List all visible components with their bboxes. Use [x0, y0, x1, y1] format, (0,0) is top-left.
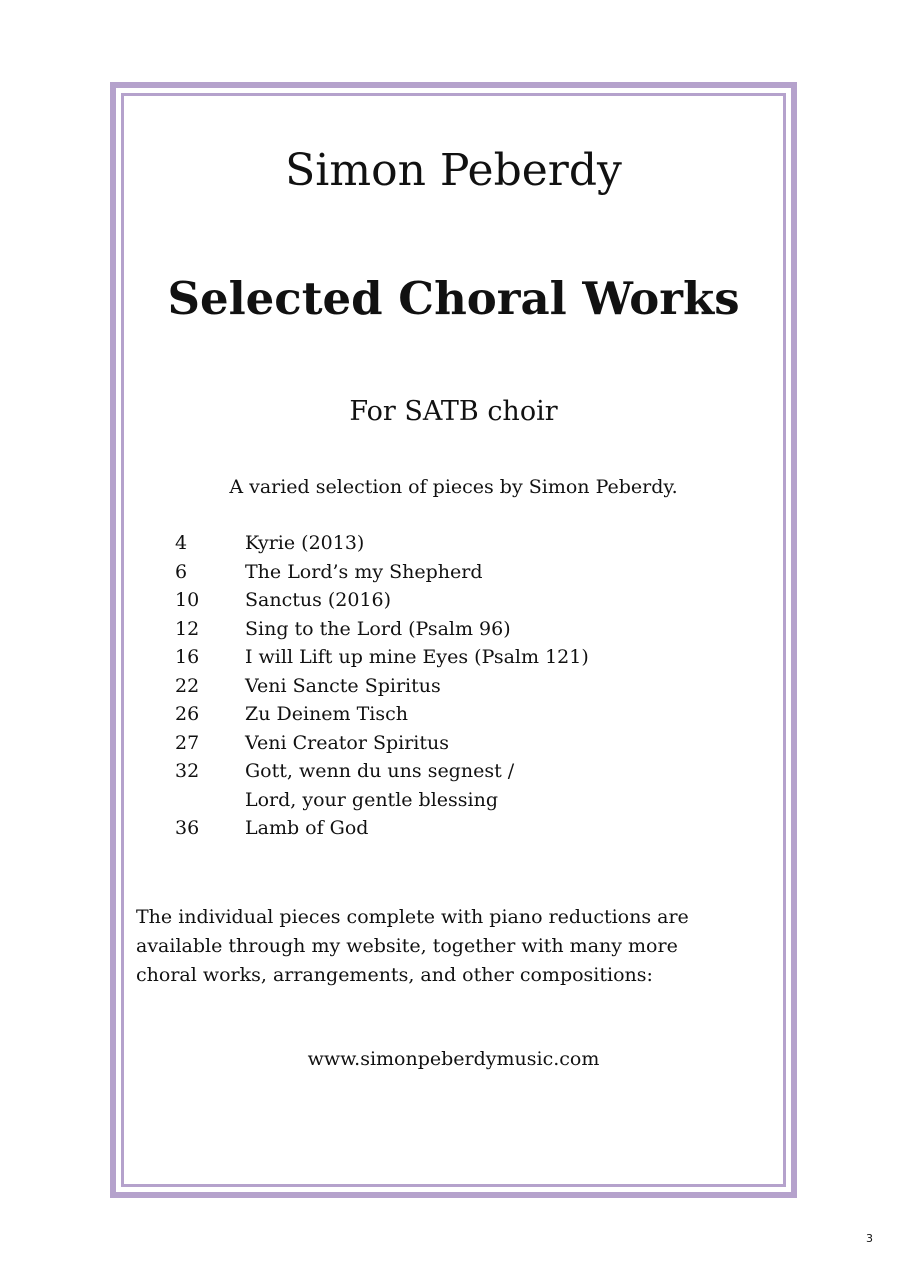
contents-piece-title: Sing to the Lord (Psalm 96) — [245, 617, 511, 640]
page-number: 3 — [866, 1232, 873, 1245]
contents-piece-title: Kyrie (2013) — [245, 532, 365, 554]
note-line: choral works, arrangements, and other compositions: — [136, 964, 653, 986]
contents-page-number: 10 — [175, 589, 200, 611]
contents-row — [175, 558, 589, 587]
contents-page-number: 22 — [175, 674, 200, 697]
contents-page-number: 27 — [175, 731, 200, 754]
note-line: The individual pieces complete with piano reductions are — [136, 906, 689, 928]
contents-row — [175, 529, 589, 558]
contents-piece-title: Gott, wenn du uns segnest / — [245, 760, 515, 782]
contents-row — [175, 615, 589, 644]
contents-piece-title: Lord, your gentle blessing — [245, 788, 499, 811]
description: A varied selection of pieces by Simon Peberdy. — [229, 476, 678, 498]
contents-page-number: 32 — [175, 760, 200, 782]
contents-row — [175, 786, 589, 815]
page-title: Selected Choral Works — [167, 272, 740, 325]
contents-piece-title: Lamb of God — [245, 817, 369, 839]
contents-page-number: 4 — [175, 532, 188, 554]
contents-row — [175, 672, 589, 701]
availability-note — [136, 903, 776, 990]
contents-piece-title: Veni Creator Spiritus — [245, 731, 449, 754]
contents-row — [175, 814, 589, 843]
contents-list — [175, 529, 589, 843]
subtitle: For SATB choir — [349, 396, 558, 427]
website-url: www.simonpeberdymusic.com — [307, 1048, 600, 1070]
contents-page-number — [175, 786, 245, 815]
contents-piece-title: Zu Deinem Tisch — [245, 703, 408, 725]
contents-piece-title: Veni Sancte Spiritus — [245, 674, 441, 697]
contents-piece-title: I will Lift up mine Eyes (Psalm 121) — [245, 646, 589, 668]
note-line: available through my website, together with many more — [136, 935, 678, 957]
contents-row — [175, 643, 589, 672]
contents-row — [175, 700, 589, 729]
contents-row — [175, 586, 589, 615]
contents-page-number: 6 — [175, 560, 188, 583]
author-name: Simon Peberdy — [285, 145, 622, 196]
contents-piece-title: Sanctus (2016) — [245, 589, 392, 611]
contents-row — [175, 729, 589, 758]
contents-page-number: 12 — [175, 617, 200, 640]
contents-row — [175, 757, 589, 786]
contents-page-number: 16 — [175, 646, 200, 668]
contents-piece-title: The Lord’s my Shepherd — [245, 560, 483, 583]
contents-page-number: 36 — [175, 817, 200, 839]
contents-page-number: 26 — [175, 703, 200, 725]
